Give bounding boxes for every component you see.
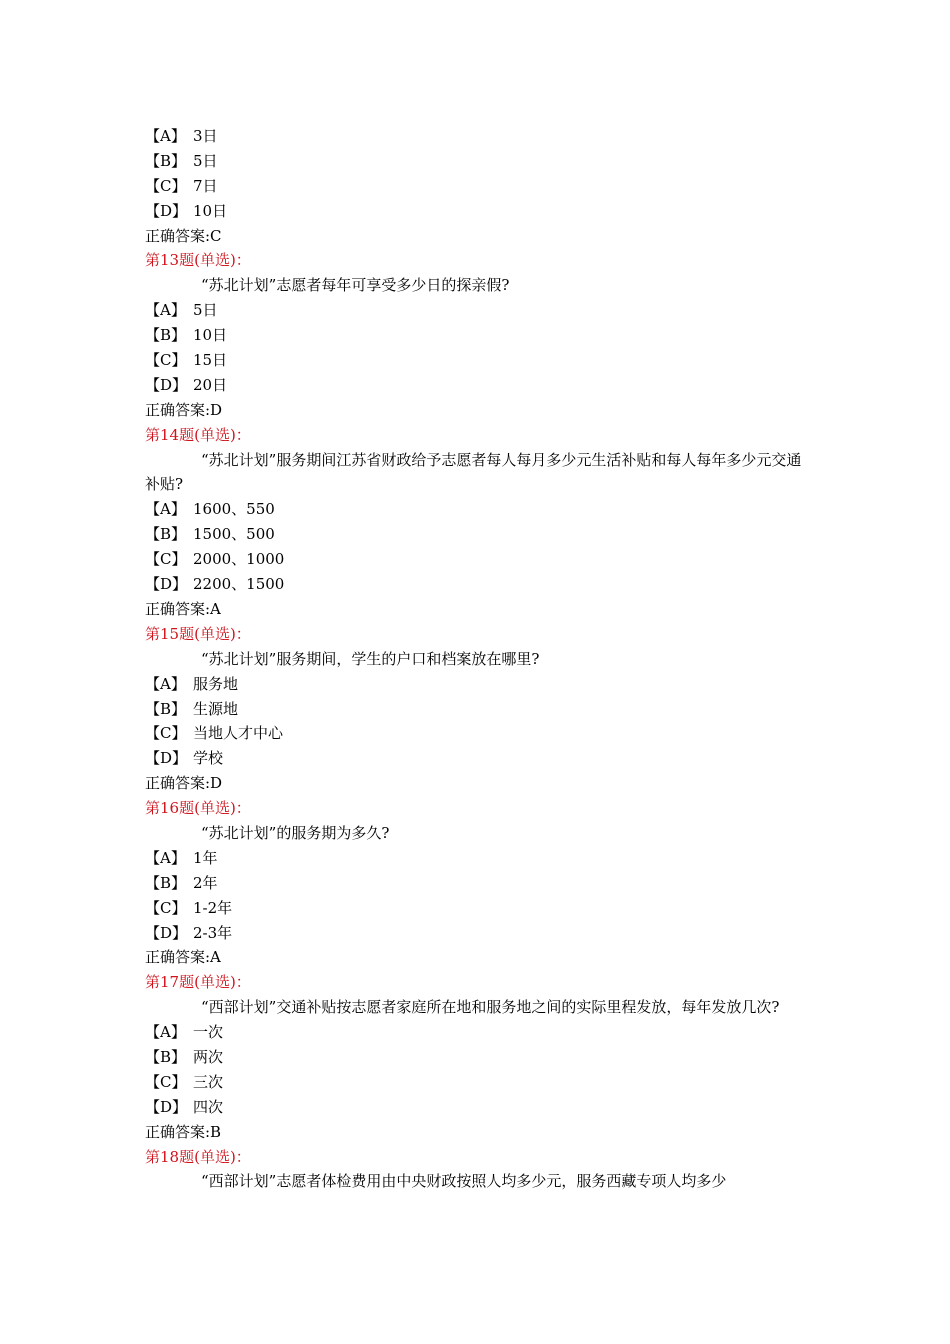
correct-answer: 正确答案:D: [145, 774, 223, 793]
option-letter: 【B】: [145, 525, 187, 544]
option-letter: 【C】: [145, 724, 187, 743]
option-b: [145, 323, 810, 348]
option-letter: 【A】: [145, 1023, 186, 1042]
option-text: 服务地: [193, 674, 239, 693]
option-d: [145, 921, 810, 946]
question-stem: “西部计划”志愿者体检费用由中央财政按照人均多少元，服务西藏专项人均多少: [201, 1172, 727, 1191]
option-letter: 【C】: [145, 351, 187, 370]
question-heading: 第16题(单选)：: [145, 799, 251, 818]
option-text: 20日: [193, 375, 228, 394]
correct-answer: 正确答案:D: [145, 400, 223, 419]
correct-answer: 正确答案:C: [145, 226, 222, 245]
option-d: [145, 572, 810, 597]
option-a: [145, 497, 810, 522]
option-text: 1500、500: [193, 525, 275, 544]
option-text: 1600、550: [193, 500, 275, 519]
option-text: 一次: [193, 1023, 224, 1042]
option-letter: 【B】: [145, 873, 187, 892]
option-text: 3日: [193, 127, 218, 145]
option-letter: 【C】: [145, 898, 187, 917]
option-text: 5日: [193, 151, 218, 170]
option-text: 四次: [193, 1097, 224, 1116]
option-letter: 【A】: [145, 127, 186, 145]
question-heading: 第14题(单选)：: [145, 425, 251, 444]
option-text: 两次: [193, 1048, 224, 1066]
option-letter: 【C】: [145, 550, 187, 569]
option-d: [145, 746, 810, 771]
option-b: [145, 522, 810, 547]
option-c: [145, 1070, 810, 1095]
question-stem: “苏北计划”服务期间江苏省财政给予志愿者每人每月多少元生活补贴和每人每年多少元交通补贴?: [145, 450, 802, 494]
option-b: [145, 697, 810, 722]
option-text: 15日: [193, 351, 228, 370]
question-heading: 第17题(单选)：: [145, 973, 251, 992]
option-letter: 【D】: [145, 201, 188, 220]
option-a: [145, 298, 810, 323]
option-text: 10日: [193, 201, 228, 220]
option-letter: 【C】: [145, 1072, 187, 1091]
option-text: 10日: [193, 326, 228, 345]
option-a: [145, 1020, 810, 1045]
option-letter: 【B】: [145, 1048, 187, 1066]
option-letter: 【A】: [145, 301, 186, 320]
option-letter: 【B】: [145, 151, 187, 170]
question-list: [145, 124, 810, 1194]
option-a: [145, 672, 810, 697]
option-letter: 【B】: [145, 326, 187, 345]
option-b: [145, 871, 810, 896]
option-text: 2200、1500: [193, 575, 285, 594]
question-stem: “西部计划”交通补贴按志愿者家庭所在地和服务地之间的实际里程发放，每年发放几次?: [201, 998, 780, 1017]
option-letter: 【C】: [145, 176, 187, 195]
option-letter: 【B】: [145, 699, 187, 718]
correct-answer: 正确答案:A: [145, 599, 221, 618]
option-letter: 【D】: [145, 749, 188, 768]
option-text: 生源地: [193, 699, 239, 718]
correct-answer: 正确答案:B: [145, 1122, 222, 1141]
option-text: 三次: [193, 1072, 224, 1091]
question-15: [145, 622, 810, 796]
option-c: [145, 547, 810, 572]
option-text: 2-3年: [193, 923, 233, 942]
option-text: 当地人才中心: [193, 724, 284, 743]
question-heading: 第18题(单选)：: [145, 1147, 251, 1166]
option-text: 7日: [193, 176, 218, 195]
question-18: [145, 1145, 810, 1195]
question-14: [145, 423, 810, 622]
option-text: 2年: [193, 873, 218, 892]
option-text: 2000、1000: [193, 550, 285, 569]
option-text: 学校: [193, 749, 224, 768]
option-letter: 【D】: [145, 1097, 188, 1116]
option-d: [145, 199, 810, 224]
previous-question-options: [145, 124, 810, 248]
option-a: [145, 846, 810, 871]
question-stem: “苏北计划”服务期间，学生的户口和档案放在哪里?: [201, 649, 540, 668]
question-13: [145, 248, 810, 422]
option-letter: 【D】: [145, 375, 188, 394]
correct-answer: 正确答案:A: [145, 948, 221, 967]
question-stem: “苏北计划”志愿者每年可享受多少日的探亲假?: [201, 276, 510, 295]
option-a: [145, 124, 810, 149]
question-heading: 第15题(单选)：: [145, 624, 251, 643]
option-b: [145, 1045, 810, 1070]
option-letter: 【D】: [145, 923, 188, 942]
option-letter: 【D】: [145, 575, 188, 594]
option-b: [145, 149, 810, 174]
option-d: [145, 1095, 810, 1120]
option-letter: 【A】: [145, 674, 186, 693]
option-c: [145, 174, 810, 199]
question-17: [145, 970, 810, 1144]
option-text: 1年: [193, 848, 218, 867]
option-text: 5日: [193, 301, 218, 320]
option-d: [145, 373, 810, 398]
option-letter: 【A】: [145, 500, 186, 519]
option-letter: 【A】: [145, 848, 186, 867]
option-c: [145, 896, 810, 921]
option-c: [145, 348, 810, 373]
option-c: [145, 721, 810, 746]
question-stem: “苏北计划”的服务期为多久?: [201, 823, 390, 842]
question-heading: 第13题(单选)：: [145, 251, 251, 270]
question-16: [145, 796, 810, 970]
option-text: 1-2年: [193, 898, 233, 917]
